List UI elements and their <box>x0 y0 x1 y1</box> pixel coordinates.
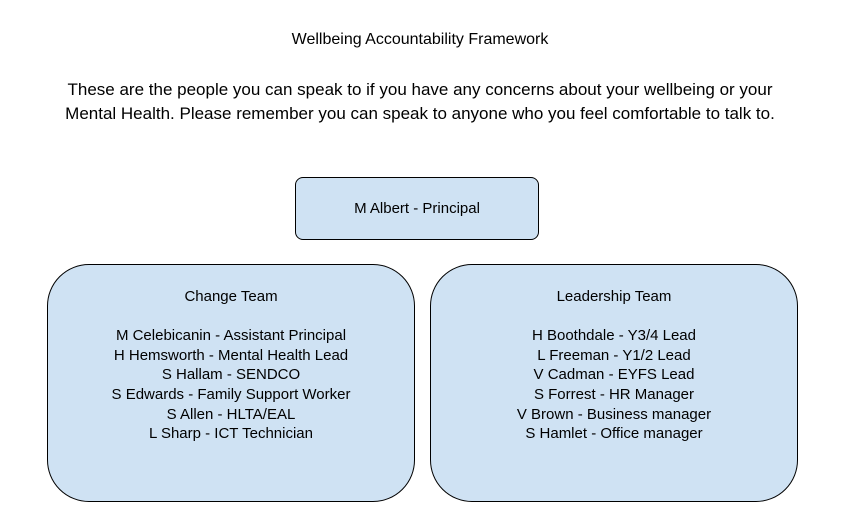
intro-text: These are the people you can speak to if you have any concerns about your wellbeing or your Mental Health. Please remember you can speak to anyone who you feel comfortable to talk to. <box>65 80 775 123</box>
change-team-heading: Change Team <box>184 288 278 305</box>
principal-label: M Albert - Principal <box>354 200 480 217</box>
list-item: L Sharp - ICT Technician <box>149 425 313 443</box>
change-team-member-list <box>48 326 414 444</box>
list-item: S Hamlet - Office manager <box>525 425 703 443</box>
list-item: V Brown - Business manager <box>516 405 712 423</box>
page-title: Wellbeing Accountability Framework <box>291 31 549 48</box>
list-item: S Forrest - HR Manager <box>533 385 695 403</box>
list-item: S Allen - HLTA/EAL <box>166 405 296 423</box>
leadership-team-member-list <box>431 326 797 444</box>
list-item: H Hemsworth - Mental Health Lead <box>113 346 349 364</box>
list-item: H Boothdale - Y3/4 Lead <box>531 327 696 345</box>
leadership-team-heading: Leadership Team <box>556 288 672 305</box>
list-item: V Cadman - EYFS Lead <box>533 366 695 384</box>
leadership-team-box <box>430 264 798 502</box>
list-item: S Hallam - SENDCO <box>161 366 301 384</box>
change-team-box <box>47 264 415 502</box>
principal-box <box>295 177 539 240</box>
list-item: S Edwards - Family Support Worker <box>111 385 351 403</box>
list-item: L Freeman - Y1/2 Lead <box>537 346 691 364</box>
list-item: M Celebicanin - Assistant Principal <box>115 327 347 345</box>
